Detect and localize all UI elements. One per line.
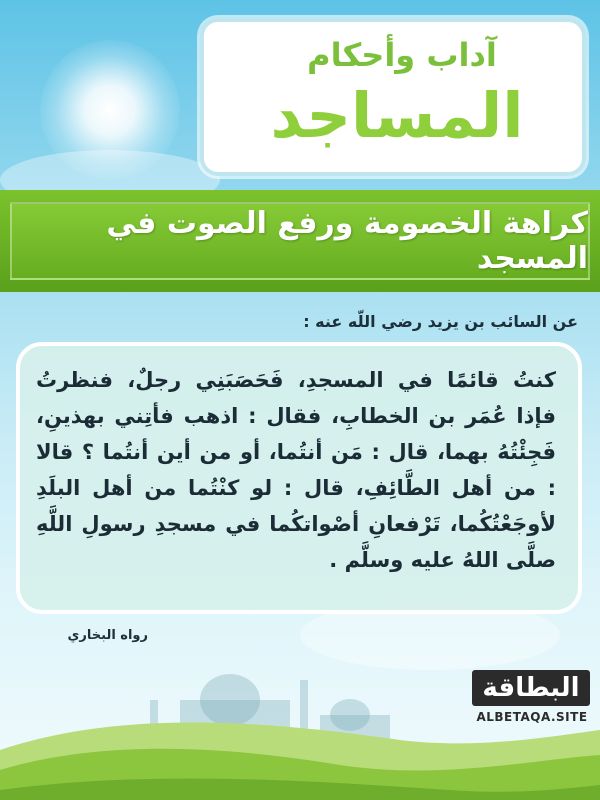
topic-band-inner	[10, 202, 590, 280]
topic-band	[0, 190, 600, 292]
logo-mark: البطاقة	[472, 670, 590, 706]
hadith-box	[16, 342, 582, 614]
title-card	[200, 18, 586, 176]
title-subtitle: آداب وأحكام	[307, 36, 497, 74]
hadith-source: رواه البخاري	[67, 628, 148, 643]
brand-logo	[472, 670, 592, 734]
hadith-text: كنتُ قائمًا في المسجدِ، فَحَصَبَنِي رجلٌ، فنظرتُ فإذا عُمَر بن الخطابِ، فقال : اذهب فأتِني بهذينِ، فَجِئْتُهُ بهما، قال : مَن أنتُما، أو من أين أنتُما ؟ قالا : من أهل الطَّائِفِ، قال : لو كنْتُما من أهل البلَدِ لأوجَعْتُكُما، تَرْفعانِ أصْواتكُما في مسجدِ رسولِ اللَّهِ صلَّى اللهُ عليه وسلَّم .	[36, 368, 556, 572]
hadith-narrator: عن السائب بن يزيد رضي اللّه عنه :	[303, 312, 578, 331]
page-title: المساجد	[270, 79, 524, 152]
logo-site-url: ALBETAQA.SITE	[476, 710, 588, 724]
topic-heading: كراهة الخصومة ورفع الصوت في المسجد	[106, 206, 588, 276]
